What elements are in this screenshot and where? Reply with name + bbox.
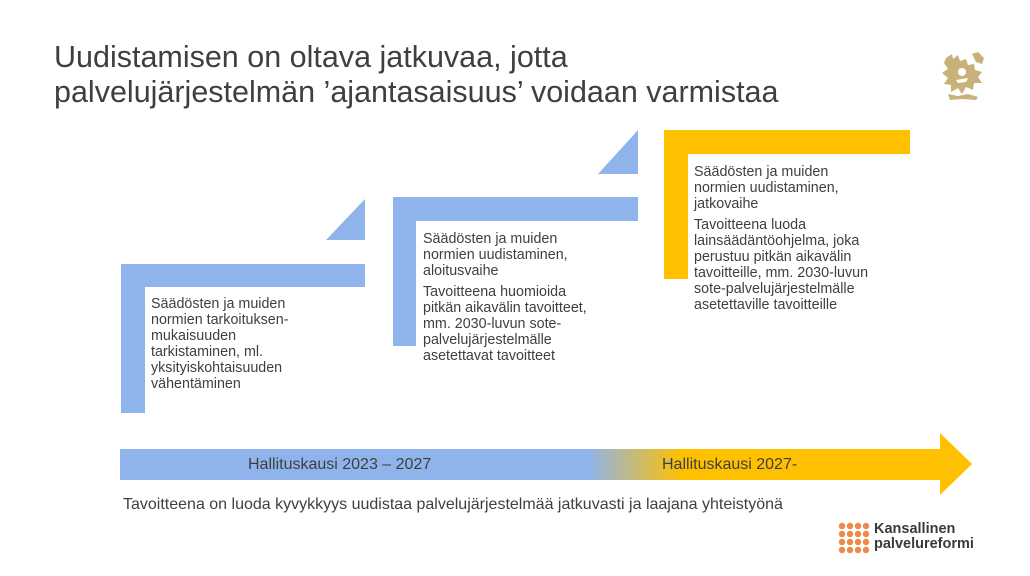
step-2-text (423, 231, 587, 369)
step-2-goal-line: Tavoitteena huomioida (423, 284, 567, 300)
step-3-goal-line: sote-palvelujärjestelmälle (694, 281, 855, 297)
step-1-text (151, 296, 288, 397)
step-1-line: tarkistaminen, ml. (151, 344, 264, 360)
step-3-goal-line: perustuu pitkän aikavälin (694, 249, 852, 265)
step-3-text (694, 164, 868, 318)
step-3-heading-line: normien uudistaminen, (694, 180, 839, 196)
step-3-goal-line: lainsäädäntöohjelma, joka (694, 233, 860, 249)
slide-title-line-1: Uudistamisen on oltava jatkuvaa, jotta (54, 40, 568, 74)
logo-line-1: Kansallinen (874, 521, 956, 537)
step-1-connector-arrow (326, 199, 365, 240)
step-1-line: vähentäminen (151, 376, 241, 392)
step-1-line: mukaisuuden (151, 328, 237, 344)
step-2-goal-line: asetettavat tavoitteet (423, 348, 555, 364)
step-3-goal (694, 217, 868, 313)
step-3-heading (694, 164, 868, 212)
footer-goal-text: Tavoitteena on luoda kyvykkyys uudistaa palvelujärjestelmää jatkuvasti ja laajana yhteistyönä (123, 496, 783, 513)
step-3-heading-line: jatkovaihe (694, 196, 759, 212)
step-3-goal-line: asetettaville tavoitteille (694, 297, 838, 313)
step-3-goal-line: tavoitteille, mm. 2030-luvun (694, 265, 869, 281)
step-2-goal (423, 284, 587, 364)
slide-title-line-2: palvelujärjestelmän ’ajantasaisuus’ voidaan varmistaa (54, 75, 779, 109)
kansallinen-palvelureformi-logo (838, 519, 998, 559)
step-2-heading-line: aloitusvaihe (423, 263, 499, 279)
step-2-heading-line: normien uudistaminen, (423, 247, 568, 263)
timeline-period-2-label: Hallituskausi 2027- (662, 456, 798, 473)
step-1-line: yksityiskohtaisuuden (151, 360, 283, 376)
step-2-goal-line: mm. 2030-luvun sote- (423, 316, 562, 332)
logo-line-2: palvelureformi (874, 536, 974, 552)
step-2-heading (423, 231, 587, 279)
step-3-heading-line: Säädösten ja muiden (694, 164, 829, 180)
step-1-line: Säädösten ja muiden (151, 296, 286, 312)
timeline-period-1-label: Hallituskausi 2023 – 2027 (248, 456, 432, 473)
step-2-goal-line: palvelujärjestelmälle (423, 332, 552, 348)
logo-wordmark (874, 522, 974, 552)
step-2-heading-line: Säädösten ja muiden (423, 231, 558, 247)
step-1-line: normien tarkoituksen- (151, 312, 289, 328)
step-2-connector-arrow (598, 130, 638, 174)
dot-grid-logo-icon (838, 522, 870, 556)
step-2-goal-line: pitkän aikavälin tavoitteet, (423, 300, 587, 316)
step-3-goal-line: Tavoitteena luoda (694, 217, 807, 233)
